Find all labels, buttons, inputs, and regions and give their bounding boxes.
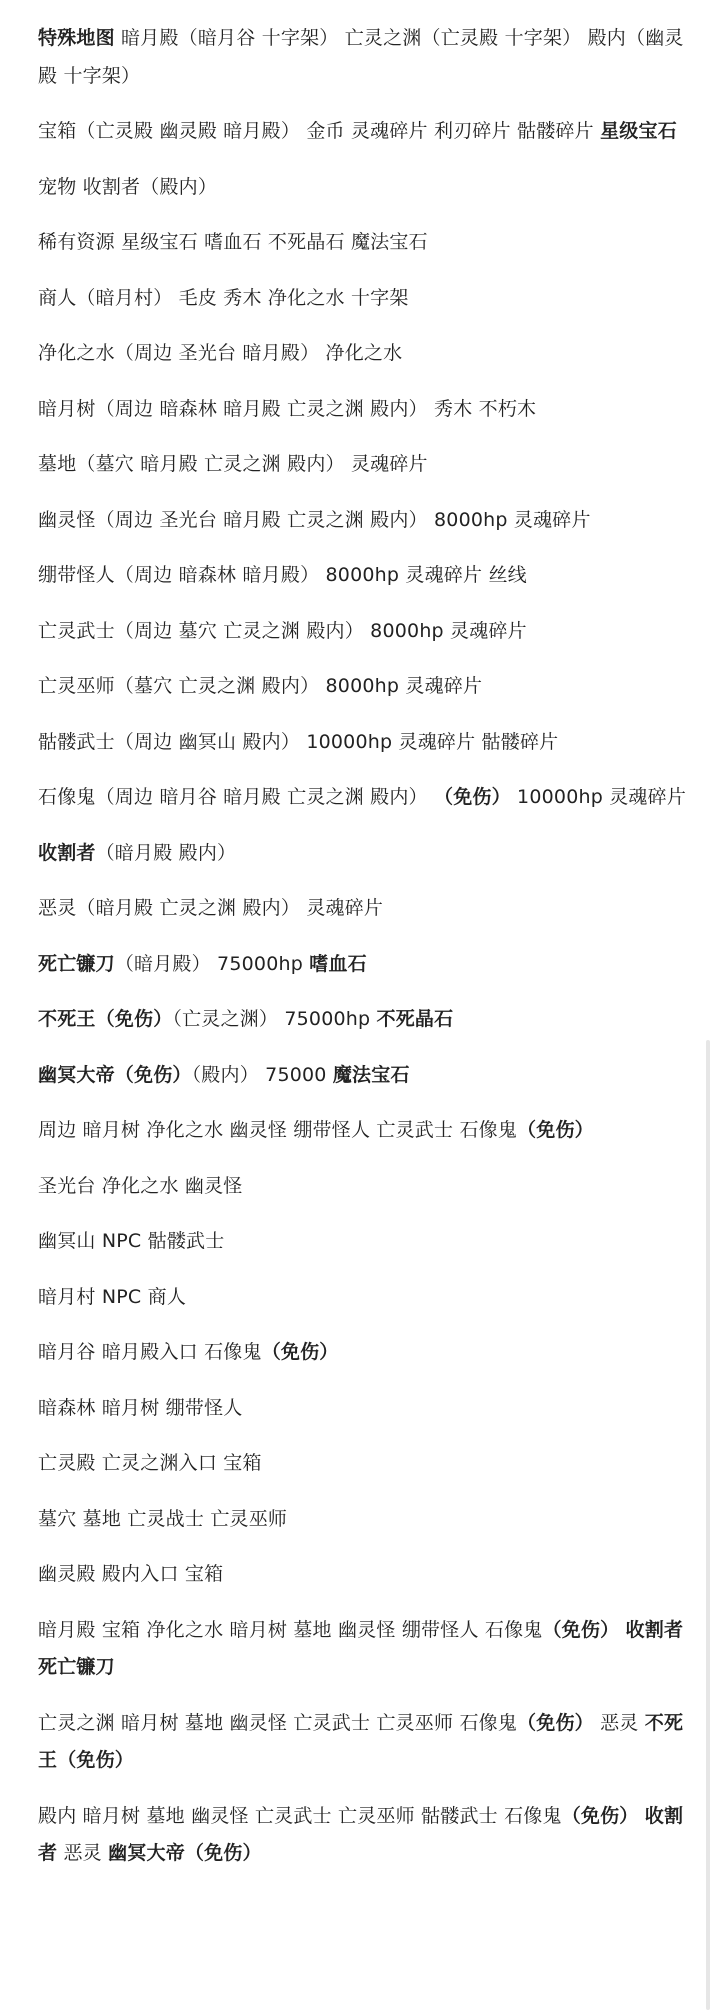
- text-segment: 暗月殿（暗月谷 十字架） 亡灵之渊（亡灵殿 十字架） 殿内（幽灵殿 十字架）: [38, 27, 684, 87]
- text-segment: 暗月殿 宝箱 净化之水 暗月树 墓地 幽灵怪 绷带怪人 石像鬼: [38, 1618, 543, 1641]
- text-segment: 墓地（墓穴 暗月殿 亡灵之渊 殿内） 灵魂碎片: [38, 453, 428, 475]
- text-paragraph: [38, 890, 688, 928]
- bold-text-segment: 死亡镰刀: [38, 1656, 115, 1678]
- text-paragraph: [38, 1334, 688, 1372]
- text-paragraph: [38, 1168, 688, 1206]
- text-segment: 暗月村 NPC 商人: [38, 1285, 187, 1308]
- text-paragraph: [38, 169, 688, 207]
- text-paragraph: [38, 1057, 688, 1095]
- text-segment: （殿内） 75000: [191, 1063, 333, 1086]
- text-paragraph: [38, 113, 688, 151]
- text-segment: 墓穴 墓地 亡灵战士 亡灵巫师: [38, 1507, 288, 1530]
- text-segment: 暗月树（周边 暗森林 暗月殿 亡灵之渊 殿内） 秀木 不朽木: [38, 397, 537, 420]
- text-paragraph: [38, 946, 688, 984]
- text-paragraph: [38, 1556, 688, 1594]
- text-segment: 恶灵（暗月殿 亡灵之渊 殿内） 灵魂碎片: [38, 897, 384, 919]
- text-segment: 恶灵: [593, 1711, 645, 1734]
- text-paragraph: [38, 1798, 688, 1873]
- text-segment: 稀有资源 星级宝石 嗜血石 不死晶石 魔法宝石: [38, 231, 428, 253]
- bold-text-segment: （免伤）: [517, 1119, 594, 1141]
- text-segment: 骷髅武士（周边 幽冥山 殿内） 10000hp 灵魂碎片 骷髅碎片: [38, 730, 559, 753]
- text-paragraph: [38, 1501, 688, 1539]
- text-segment: 净化之水（周边 圣光台 暗月殿） 净化之水: [38, 342, 403, 364]
- bold-text-segment: 不死王（免伤）: [38, 1711, 684, 1771]
- text-paragraph: [38, 224, 688, 262]
- bold-text-segment: （免伤）: [261, 1341, 339, 1363]
- text-paragraph: [38, 280, 688, 318]
- text-segment: （暗月殿） 75000hp: [114, 952, 310, 975]
- text-segment: 恶灵: [57, 1842, 109, 1864]
- bold-text-segment: 收割者: [38, 841, 96, 864]
- text-segment: 殿内 暗月树 墓地 幽灵怪 亡灵武士 亡灵巫师 骷髅武士 石像鬼: [38, 1804, 562, 1827]
- text-segment: 亡灵之渊 暗月树 墓地 幽灵怪 亡灵武士 亡灵巫师 石像鬼: [38, 1711, 518, 1734]
- text-segment: 暗月谷 暗月殿入口 石像鬼: [38, 1341, 262, 1363]
- scrollbar-thumb[interactable]: [706, 1040, 710, 2010]
- text-segment: 圣光台 净化之水 幽灵怪: [38, 1174, 243, 1197]
- text-paragraph: [38, 557, 688, 595]
- text-paragraph: [38, 668, 688, 706]
- bold-text-segment: （免伤）: [517, 1711, 594, 1734]
- text-paragraph: [38, 502, 688, 540]
- text-segment: 宝箱（亡灵殿 幽灵殿 暗月殿） 金币 灵魂碎片 利刃碎片 骷髅碎片: [38, 120, 601, 142]
- text-segment: 10000hp 灵魂碎片: [510, 786, 687, 808]
- text-paragraph: [38, 724, 688, 762]
- text-segment: （暗月殿 殿内）: [95, 841, 237, 864]
- bold-text-segment: 收割者: [625, 1618, 684, 1641]
- text-paragraph: [38, 1390, 688, 1428]
- text-segment: 幽灵殿 殿内入口 宝箱: [38, 1563, 224, 1585]
- text-paragraph: [38, 1223, 688, 1261]
- text-segment: 幽冥山 NPC 骷髅武士: [38, 1230, 225, 1252]
- text-segment: 宠物 收割者（殿内）: [38, 175, 218, 198]
- text-paragraph: [38, 1112, 688, 1150]
- text-segment: 幽灵怪（周边 圣光台 暗月殿 亡灵之渊 殿内） 8000hp 灵魂碎片: [38, 508, 591, 531]
- bold-text-segment: 嗜血石: [309, 952, 367, 975]
- article-body: [38, 20, 688, 1891]
- bold-text-segment: （免伤）: [542, 1618, 620, 1641]
- text-segment: 商人（暗月村） 毛皮 秀木 净化之水 十字架: [38, 286, 409, 309]
- text-paragraph: [38, 20, 688, 95]
- bold-text-segment: 幽冥大帝（免伤）: [108, 1842, 262, 1864]
- text-paragraph: [38, 613, 688, 651]
- bold-text-segment: 死亡镰刀: [38, 952, 115, 975]
- text-segment: 周边 暗月树 净化之水 幽灵怪 绷带怪人 亡灵武士 石像鬼: [38, 1119, 518, 1141]
- text-segment: 亡灵巫师（墓穴 亡灵之渊 殿内） 8000hp 灵魂碎片: [38, 675, 483, 697]
- text-segment: 暗森林 暗月树 绷带怪人: [38, 1396, 243, 1419]
- text-paragraph: [38, 391, 688, 429]
- bold-text-segment: （免伤）: [561, 1804, 639, 1827]
- text-segment: 亡灵殿 亡灵之渊入口 宝箱: [38, 1452, 262, 1474]
- bold-text-segment: 幽冥大帝（免伤）: [38, 1063, 192, 1086]
- bold-text-segment: 不死王（免伤）: [38, 1008, 173, 1030]
- bold-text-segment: 不死晶石: [376, 1008, 454, 1030]
- text-paragraph: [38, 446, 688, 484]
- bold-text-segment: 星级宝石: [600, 120, 677, 142]
- text-paragraph: [38, 835, 688, 873]
- text-segment: 绷带怪人（周边 暗森林 暗月殿） 8000hp 灵魂碎片 丝线: [38, 564, 527, 586]
- bold-text-segment: 特殊地图: [38, 27, 115, 49]
- text-paragraph: [38, 1445, 688, 1483]
- text-paragraph: [38, 335, 688, 373]
- text-segment: （亡灵之渊） 75000hp: [172, 1008, 377, 1030]
- text-segment: 石像鬼（周边 暗月谷 暗月殿 亡灵之渊 殿内）: [38, 786, 434, 808]
- text-paragraph: [38, 1279, 688, 1317]
- bold-text-segment: 魔法宝石: [332, 1063, 410, 1086]
- text-paragraph: [38, 1612, 688, 1687]
- text-paragraph: [38, 779, 688, 817]
- bold-text-segment: 收割者: [38, 1804, 684, 1864]
- text-segment: 亡灵武士（周边 墓穴 亡灵之渊 殿内） 8000hp 灵魂碎片: [38, 619, 527, 642]
- text-paragraph: [38, 1705, 688, 1780]
- bold-text-segment: （免伤）: [434, 786, 511, 808]
- text-paragraph: [38, 1001, 688, 1039]
- scrollbar[interactable]: [704, 0, 720, 2010]
